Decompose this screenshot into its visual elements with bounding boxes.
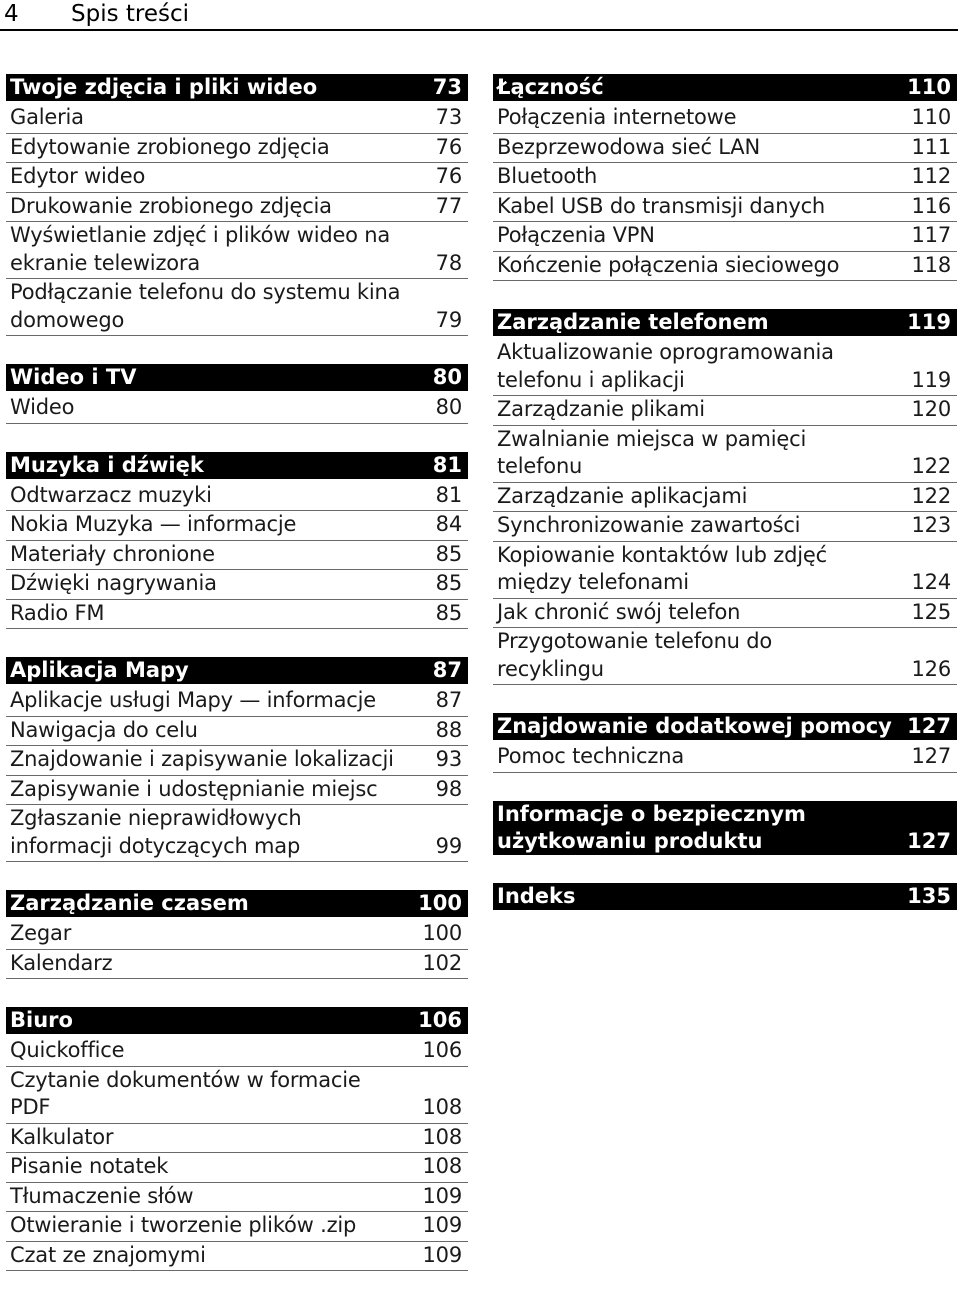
toc-section — [6, 890, 468, 979]
toc-entry[interactable] — [6, 511, 468, 541]
toc-section — [493, 74, 957, 281]
section-heading-lacznosc[interactable] — [493, 74, 957, 101]
section-heading-indeks[interactable] — [493, 883, 957, 910]
section-title: Aplikacja Mapy — [10, 658, 189, 682]
toc-entry-label: Zegar — [10, 921, 72, 945]
toc-entry[interactable] — [493, 339, 957, 396]
toc-entry-label: Tłumaczenie słów — [10, 1183, 194, 1208]
toc-entry-page-number: 87 — [435, 688, 462, 712]
toc-entry[interactable] — [493, 542, 957, 599]
toc-entry-label: Kalendarz — [10, 950, 113, 975]
toc-entry-label: Kończenie połączenia sieciowego — [497, 252, 840, 277]
toc-entry[interactable] — [6, 1067, 468, 1124]
toc-entry[interactable] — [6, 1242, 468, 1272]
toc-entry-label: Przygotowanie telefonu do recyklingu — [497, 629, 773, 681]
toc-entry-page-number: 93 — [435, 747, 462, 771]
toc-entry-label: Zarządzanie plikami — [497, 397, 705, 421]
toc-entry-page-number: 122 — [911, 454, 951, 478]
toc-entry[interactable] — [6, 482, 468, 512]
toc-entry-page-number: 108 — [422, 1095, 462, 1119]
section-title: Zarządzanie czasem — [10, 891, 249, 915]
toc-entry-label: Kalkulator — [10, 1124, 114, 1149]
toc-section — [6, 74, 468, 336]
toc-entry-page-number: 119 — [911, 367, 951, 392]
toc-entry-label: Materiały chronione — [10, 541, 215, 566]
toc-entry-label: Otwieranie i tworzenie plików .zip — [10, 1213, 357, 1237]
toc-entry-label: Połączenia VPN — [497, 223, 655, 247]
toc-entry-label: Nawigacja do celu — [10, 717, 198, 742]
toc-entry-label: Edytor wideo — [10, 164, 146, 188]
page-number: 4 — [4, 1, 19, 27]
toc-entry-page-number: 117 — [911, 223, 951, 247]
toc-entry[interactable] — [6, 541, 468, 571]
section-title: Łączność — [497, 75, 604, 99]
toc-entry-label: Odtwarzacz muzyki — [10, 482, 212, 507]
toc-section — [493, 883, 957, 910]
toc-entry-page-number: 76 — [435, 134, 462, 159]
toc-entry-label: Kabel USB do transmisji danych — [497, 193, 826, 218]
toc-entry[interactable] — [493, 743, 957, 773]
section-title: Zarządzanie telefonem — [497, 310, 769, 334]
toc-entry[interactable] — [6, 776, 468, 806]
toc-entry-page-number: 81 — [435, 482, 462, 507]
toc-entry-page-number: 80 — [435, 395, 462, 419]
toc-entry-label: Edytowanie zrobionego zdjęcia — [10, 134, 330, 159]
toc-entry-page-number: 106 — [422, 1038, 462, 1062]
toc-entry-label: Pomoc techniczna — [497, 744, 684, 768]
toc-entry-label: Bezprzewodowa sieć LAN — [497, 134, 760, 159]
toc-entry[interactable] — [6, 920, 468, 950]
toc-entry-page-number: 108 — [422, 1154, 462, 1178]
toc-entry-page-number: 76 — [435, 164, 462, 188]
toc-entry[interactable] — [6, 687, 468, 717]
toc-entry[interactable] — [6, 193, 468, 223]
toc-entry-label: Znajdowanie i zapisywanie lokalizacji — [10, 747, 394, 771]
page-title: Spis treści — [71, 1, 190, 27]
toc-entry-label: Wideo — [10, 395, 75, 419]
section-title: Twoje zdjęcia i pliki wideo — [10, 75, 318, 99]
section-title: Wideo i TV — [10, 365, 137, 389]
section-heading-aplikacja-mapy[interactable] — [6, 657, 468, 684]
toc-entry-page-number: 112 — [911, 164, 951, 188]
toc-entry[interactable] — [493, 396, 957, 426]
toc-entry-page-number: 125 — [911, 599, 951, 624]
toc-entry-label: Kopiowanie kontaktów lub zdjęć między telefonami — [497, 542, 827, 594]
toc-entry-label: Nokia Muzyka — informacje — [10, 512, 297, 536]
toc-entry[interactable] — [6, 1212, 468, 1242]
toc-entry-label: Czytanie dokumentów w formacie PDF — [10, 1067, 361, 1119]
toc-entry[interactable] — [493, 628, 957, 685]
toc-section — [493, 801, 957, 855]
section-heading-znajdowanie-dodatkowej-pomocy[interactable] — [493, 713, 957, 740]
section-heading-zarzadzanie-czasem[interactable] — [6, 890, 468, 917]
toc-entry-page-number: 126 — [911, 656, 951, 681]
toc-entry-page-number: 78 — [435, 250, 462, 275]
toc-entry[interactable] — [6, 1183, 468, 1213]
toc-entry-page-number: 122 — [911, 483, 951, 508]
toc-entry[interactable] — [6, 394, 468, 424]
toc-entry[interactable] — [493, 134, 957, 164]
toc-entry-label: Wyświetlanie zdjęć i plików wideo na ekranie telewizora — [10, 223, 391, 275]
toc-entry-label: Połączenia internetowe — [497, 105, 737, 129]
section-title: Muzyka i dźwięk — [10, 452, 204, 477]
toc-entry[interactable] — [493, 426, 957, 483]
toc-entry[interactable] — [6, 1124, 468, 1154]
toc-entry-page-number: 109 — [422, 1213, 462, 1237]
toc-entry[interactable] — [493, 193, 957, 223]
toc-entry[interactable] — [6, 570, 468, 600]
toc-entry-page-number: 116 — [911, 193, 951, 218]
toc-entry-label: Pisanie notatek — [10, 1154, 169, 1178]
toc-entry-page-number: 84 — [435, 512, 462, 536]
toc-entry-label: Synchronizowanie zawartości — [497, 513, 801, 537]
toc-entry[interactable] — [6, 104, 468, 134]
toc-entry[interactable] — [6, 163, 468, 193]
toc-entry[interactable] — [493, 512, 957, 542]
toc-entry-page-number: 98 — [435, 776, 462, 801]
toc-entry[interactable] — [493, 104, 957, 134]
toc-entry[interactable] — [6, 950, 468, 980]
toc-section — [6, 1007, 468, 1271]
toc-entry-page-number: 102 — [422, 950, 462, 975]
toc-entry-page-number: 73 — [435, 105, 462, 129]
toc-entry[interactable] — [493, 599, 957, 629]
toc-section — [493, 309, 957, 685]
toc-entry[interactable] — [493, 163, 957, 193]
toc-entry-page-number: 108 — [422, 1124, 462, 1149]
toc-entry[interactable] — [6, 1037, 468, 1067]
toc-entry-page-number: 77 — [435, 193, 462, 218]
toc-entry-label: Drukowanie zrobionego zdjęcia — [10, 193, 332, 218]
toc-entry-label: Radio FM — [10, 600, 105, 625]
toc-entry-page-number: 85 — [435, 600, 462, 625]
toc-entry-page-number: 127 — [911, 744, 951, 768]
toc-entry[interactable] — [6, 134, 468, 164]
section-page-number: 127 — [907, 828, 951, 853]
toc-entry-page-number: 100 — [422, 921, 462, 945]
toc-entry-label: Zarządzanie aplikacjami — [497, 483, 748, 508]
toc-entry[interactable] — [6, 279, 468, 336]
section-page-number: 73 — [432, 75, 462, 99]
section-page-number: 80 — [432, 365, 462, 389]
toc-entry-label: Zapisywanie i udostępnianie miejsc — [10, 776, 378, 801]
toc-section — [6, 364, 468, 424]
toc-entry-page-number: 110 — [911, 105, 951, 129]
section-page-number: 119 — [907, 310, 951, 334]
section-heading-twoje-zdjecia-i-pliki-wideo[interactable] — [6, 74, 468, 101]
page-header — [0, 0, 958, 31]
section-heading-biuro[interactable] — [6, 1007, 468, 1034]
toc-entry[interactable] — [6, 717, 468, 747]
toc-entry-label: Dźwięki nagrywania — [10, 571, 217, 595]
section-heading-wideo-i-tv[interactable] — [6, 364, 468, 391]
section-title: Informacje o bezpiecznym użytkowaniu produktu — [497, 801, 806, 853]
toc-entry-label: Galeria — [10, 105, 84, 129]
toc-entry-page-number: 99 — [435, 833, 462, 858]
section-heading-zarzadzanie-telefonem[interactable] — [493, 309, 957, 336]
toc-entry[interactable] — [6, 805, 468, 862]
toc-entry[interactable] — [6, 746, 468, 776]
section-page-number: 87 — [432, 658, 462, 682]
toc-left-column — [6, 74, 468, 1299]
section-page-number: 127 — [907, 714, 951, 738]
toc-entry-label: Zwalnianie miejsca w pamięci telefonu — [497, 426, 807, 478]
toc-entry-label: Czat ze znajomymi — [10, 1242, 206, 1267]
toc-entry-page-number: 85 — [435, 541, 462, 566]
toc-entry-page-number: 88 — [435, 717, 462, 742]
toc-entry-label: Quickoffice — [10, 1038, 125, 1062]
section-page-number: 110 — [907, 75, 951, 99]
toc-section — [6, 657, 468, 862]
section-page-number: 106 — [418, 1008, 462, 1032]
toc-entry-page-number: 124 — [911, 570, 951, 594]
toc-entry[interactable] — [6, 1153, 468, 1183]
toc-section — [6, 452, 468, 630]
toc-entry-label: Podłączanie telefonu do systemu kina domowego — [10, 280, 401, 332]
section-title: Biuro — [10, 1008, 73, 1032]
toc-entry[interactable] — [493, 222, 957, 252]
toc-entry-page-number: 111 — [911, 134, 951, 159]
toc-entry-label: Aplikacje usługi Mapy — informacje — [10, 688, 376, 712]
section-page-number: 135 — [907, 883, 951, 908]
section-heading-muzyka-i-dzwiek[interactable] — [6, 452, 468, 479]
toc-entry[interactable] — [493, 483, 957, 513]
toc-entry-page-number: 109 — [422, 1242, 462, 1267]
toc-entry-page-number: 118 — [911, 252, 951, 277]
toc-entry-label: Zgłaszanie nieprawidłowych informacji dotyczących map — [10, 806, 302, 858]
toc-section — [493, 713, 957, 773]
toc-entry-page-number: 123 — [911, 513, 951, 537]
toc-entry-page-number: 85 — [435, 571, 462, 595]
toc-entry[interactable] — [6, 600, 468, 630]
section-page-number: 81 — [432, 452, 462, 477]
toc-entry[interactable] — [493, 252, 957, 282]
section-title: Indeks — [497, 883, 576, 908]
toc-entry-page-number: 79 — [435, 307, 462, 332]
toc-right-column — [493, 74, 957, 938]
section-page-number: 100 — [418, 891, 462, 915]
toc-entry-page-number: 109 — [422, 1183, 462, 1208]
section-title: Znajdowanie dodatkowej pomocy — [497, 714, 892, 738]
toc-entry-page-number: 120 — [911, 397, 951, 421]
toc-entry-label: Aktualizowanie oprogramowania telefonu i aplikacji — [497, 340, 834, 392]
section-heading-informacje-o-bezpiecznym-uzytkowaniu-produktu[interactable] — [493, 801, 957, 855]
toc-entry-label: Bluetooth — [497, 164, 598, 188]
toc-entry-label: Jak chronić swój telefon — [497, 599, 741, 624]
toc-entry[interactable] — [6, 222, 468, 279]
